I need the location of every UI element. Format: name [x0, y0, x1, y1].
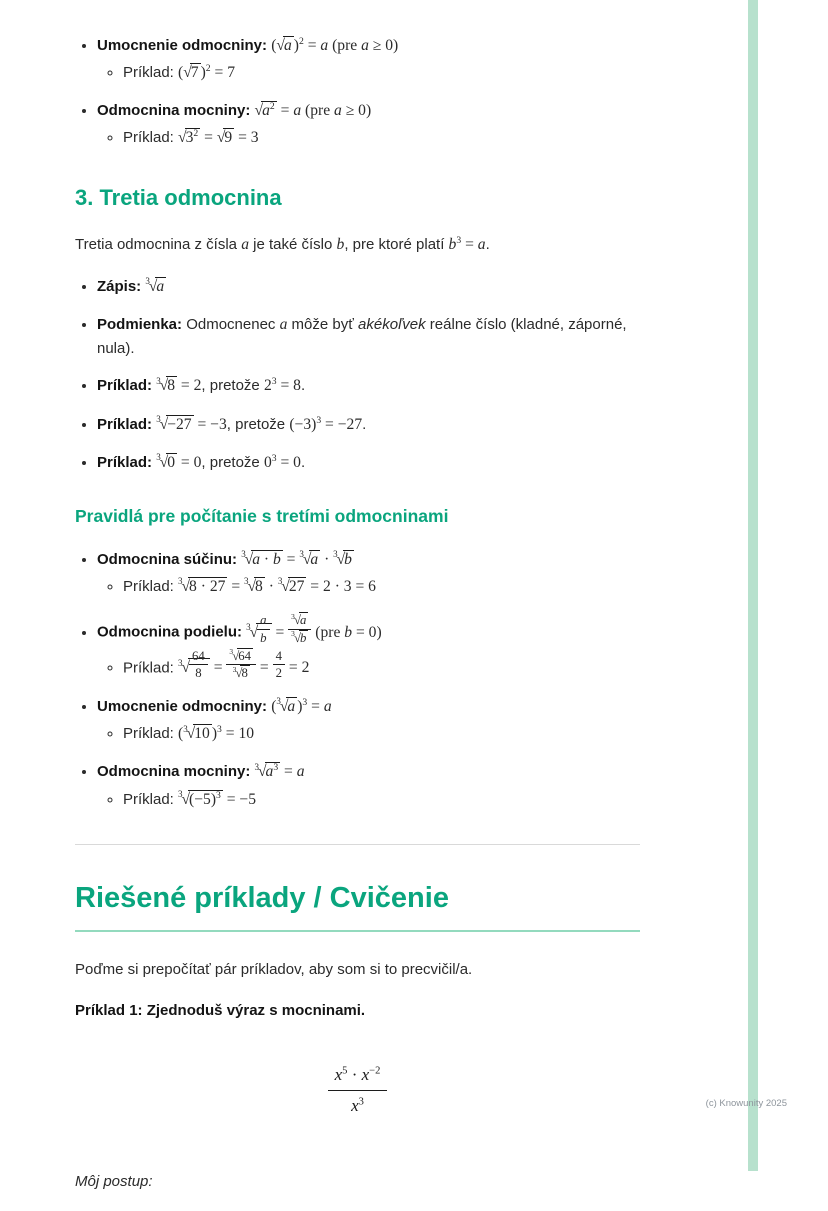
section-intro: Tretia odmocnina z čísla a je také číslo b, pre ktoré platí $b^3 = a$. [75, 234, 490, 253]
example-item [123, 575, 640, 599]
rule-formula: $^3$√a · b = $^3$√a · $^3$√b [241, 549, 352, 569]
example-text: Príklad: $√3^2 = √9 = 3$ [123, 128, 259, 147]
document-content [75, 34, 640, 1211]
cube-root-rules-list [75, 548, 640, 812]
item-label: Zápis: [97, 277, 142, 295]
display-expression [75, 1064, 640, 1119]
example-sublist [97, 649, 640, 681]
rule-item [97, 695, 640, 746]
example-item [123, 649, 640, 681]
example-text: Príklad: (√7 )$^2$ = 7 [123, 62, 236, 82]
item-text: $^3$√0 = 0, pretože $0^3 = 0$. [156, 451, 306, 471]
item-text: $^3$√−27 = −3, pretože $(-3)^3 = -27$. [156, 413, 367, 433]
example-item [123, 788, 640, 812]
solved-intro: Poďme si prepočítať pár príkladov, aby som si to precvičil/a. [75, 960, 473, 978]
footer-credit: (c) Knowunity 2025 [705, 1098, 787, 1109]
rule-item [97, 99, 640, 150]
example-item [123, 722, 640, 746]
rule-formula: (√a )$^2$ = a (pre a ≥ 0) [271, 35, 399, 54]
item-label: Príklad: [97, 453, 153, 471]
subsection-heading: Pravidlá pre počítanie s tretími odmocninami [75, 505, 449, 526]
list-item [97, 451, 640, 475]
rule-label: Umocnenie odmocniny: [97, 698, 268, 716]
item-text: Odmocnenec a môže byť akékoľvek reálne číslo (kladné, záporné, nula). [97, 316, 627, 358]
square-root-rules-list [75, 34, 640, 151]
example-sublist [97, 722, 640, 746]
rule-label: Odmocnina súčinu: [97, 551, 238, 569]
section-heading: 3. Tretia odmocnina [75, 184, 282, 210]
list-item [97, 313, 640, 360]
example-text: Príklad: $^3√(-5)^3 = -5$ [123, 788, 257, 808]
example-text: Príklad: $^3$√8 · 27 = $^3$√8 · $^3$√27 = 2 · 3 = 6 [123, 576, 376, 596]
my-approach-label: Môj postup: [75, 1172, 153, 1190]
exercise-title: Príklad 1: Zjednoduš výraz s mocninami. [75, 1001, 366, 1019]
example-item [123, 126, 640, 150]
section-divider [75, 844, 640, 845]
rule-label: Odmocnina podielu: [97, 623, 242, 641]
fraction [328, 1064, 388, 1117]
example-sublist [97, 575, 640, 599]
cube-root-properties-list [75, 275, 640, 475]
item-label: Príklad: [97, 377, 153, 395]
list-item [97, 374, 640, 398]
fraction-denominator: $x^3$ [351, 1096, 364, 1116]
item-label: Príklad: [97, 415, 153, 433]
rule-formula: $^3$√ $\frac{a}{b}$ = $\frac{^3√a}{^3√b}$ (pre b = 0) [246, 611, 382, 646]
rule-item [97, 613, 640, 681]
example-text: Príklad: ($^3$√10 )$^3$ = 10 [123, 723, 255, 743]
rule-item [97, 34, 640, 85]
example-sublist [97, 126, 640, 150]
example-sublist [97, 788, 640, 812]
example-item [123, 61, 640, 85]
rule-item [97, 548, 640, 599]
rule-formula: $√a^2 = a$ (pre a ≥ 0) [254, 101, 372, 120]
rule-item [97, 760, 640, 811]
list-item [97, 413, 640, 437]
fraction-numerator: $x^5 \cdot x^{-2}$ [328, 1064, 388, 1091]
main-heading: Riešené príklady / Cvičenie [75, 881, 640, 932]
rule-formula: $^3√a^3 = a$ [254, 761, 305, 781]
rule-formula: ($^3$√a )$^3$ = a [271, 696, 332, 716]
item-text: $^3$√a [145, 276, 165, 295]
rule-label: Umocnenie odmocniny: [97, 37, 268, 54]
example-sublist [97, 61, 640, 85]
rule-label: Odmocnina mocniny: [97, 102, 251, 120]
example-text: Príklad: $^3$√ $\frac{64}{8}$ = $\frac{^3√64}{^3√8}$ = $\frac{4}{2}$ = 2 [123, 647, 310, 681]
item-label: Podmienka: [97, 316, 183, 334]
item-text: $^3$√8 = 2, pretože $2^3 = 8$. [156, 375, 306, 395]
list-item [97, 275, 640, 299]
rule-label: Odmocnina mocniny: [97, 763, 251, 781]
page-accent-strip [748, 0, 758, 1171]
